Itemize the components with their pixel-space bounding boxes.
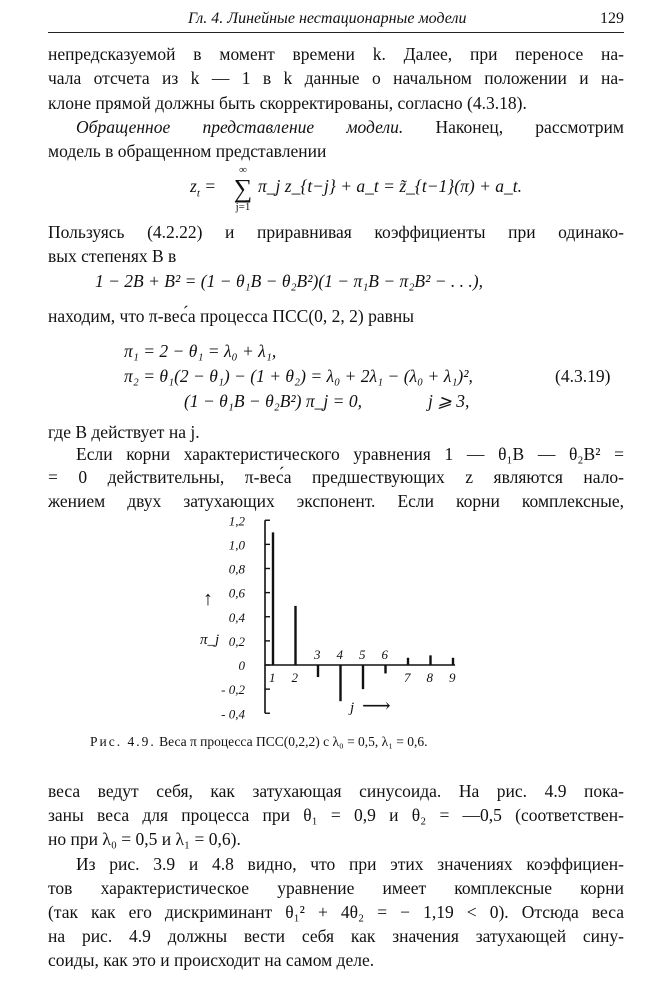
text-line: находим, что π-вес́а процесса ПСС(0, 2, 2) равны [48, 306, 415, 326]
caption-label: Рис. 4.9. [90, 734, 156, 749]
y-tick-label: 0,6 [228, 585, 245, 601]
y-tick-label: 0,8 [228, 561, 245, 577]
text-fragment: Наконец, рассмотрим [435, 117, 624, 137]
caption-text: Веса π процесса ПСС(0,2,2) с λ₀ = 0,5, λ₁ = 0,6. [159, 734, 428, 749]
y-tick-label: 0 [238, 658, 245, 673]
x-tick-label: 1 [269, 670, 276, 685]
text-line: но при λ₀ = 0,5 и λ₁ = 0,6). [48, 829, 241, 849]
x-tick-label: 8 [426, 670, 433, 685]
x-axis-arrow: ⟶ [362, 695, 391, 717]
text-line: жением двух затухающих экспонент. Если корни комплексные, [48, 491, 624, 511]
y-axis-arrow: ↑ [203, 588, 213, 610]
text-line: клоне прямой должны быть скорректированы, согласно (4.3.18). [48, 93, 527, 113]
text-line: (так как его дискриминант θ₁² + 4θ₂ = − 1,19 < 0). Отсюда веса [48, 902, 624, 922]
sum-symbol: ∞ ∑ j=1 [233, 164, 253, 213]
x-tick-label: 7 [404, 670, 411, 685]
y-tick-label: 0,2 [228, 633, 245, 649]
x-tick-label: 6 [381, 647, 388, 662]
equation-number: (4.3.19) [555, 366, 611, 386]
x-tick-label: 2 [291, 670, 298, 685]
y-axis-label: π_j [200, 632, 220, 648]
text-line: чала отсчета из k — 1 в k данные о начальном положении и на- [48, 68, 624, 88]
x-tick-label: 9 [449, 670, 456, 685]
figure-caption [90, 734, 428, 750]
y-tick-label: 1,2 [228, 513, 245, 529]
text-line: на рис. 4.9 должны вести себя как значения затухающей сину- [48, 926, 624, 946]
y-tick-label: - 0,4 [221, 706, 245, 722]
x-tick-label: 4 [336, 647, 343, 662]
equation-lhs: $z_t$ = [190, 176, 217, 200]
equation: π₁ = 2 − θ₁ = λ₀ + λ₁, [124, 341, 277, 361]
equation: (1 − θ₁B − θ₂B²) π_j = 0, [184, 391, 362, 411]
text-line: Если корни характеристического уравнения 1 — θ₁B — θ₂B² = [76, 444, 624, 464]
y-tick-label: - 0,2 [221, 682, 245, 698]
text-line: веса ведут себя, как затухающая синусоида. На рис. 4.9 пока- [48, 781, 624, 801]
equation: 1 − 2B + B² = (1 − θ₁B − θ₂B²)(1 − π₁B − π₂B² − . . .), [95, 271, 483, 291]
text-line: вых степенях B в [48, 246, 177, 266]
x-axis-label: j [350, 700, 355, 716]
text-line: тов характеристическое уравнение имеет комплексные корни [48, 878, 624, 898]
equation-rhs: π_j z_{t−j} + a_t = z̃_{t−1}(π) + a_t. [258, 176, 523, 196]
x-tick-label: 5 [359, 647, 366, 662]
header-title: Гл. 4. Линейные нестационарные модели [188, 10, 467, 27]
page-number: 129 [600, 10, 624, 27]
equation-condition: j ⩾ 3, [428, 391, 470, 411]
text-line: = 0 действительны, π-вес́а предшествующих z являются нало- [48, 467, 624, 487]
text-line: Из рис. 3.9 и 4.8 видно, что при этих значениях коэффициен- [76, 854, 624, 874]
text-line: соиды, как это и происходит на самом деле. [48, 950, 375, 970]
text-line: Пользуясь (4.2.22) и приравнивая коэффициенты при одинако- [48, 222, 624, 242]
text-line: где B действует на j. [48, 422, 200, 442]
x-tick-label: 3 [314, 647, 321, 662]
y-tick-label: 1,0 [228, 537, 245, 553]
text-line: заны веса для процесса при θ₁ = 0,9 и θ₂ = —0,5 (соответствен- [48, 805, 624, 825]
y-tick-label: 0,4 [228, 609, 245, 625]
text-line: модель в обращенном представлении [48, 141, 327, 161]
text-line: непредсказуемой в момент времени k. Далее, при переносе на- [48, 44, 624, 64]
section-heading: Обращенное представление модели. [76, 117, 404, 137]
equation: π₂ = θ₁(2 − θ₁) − (1 + θ₂) = λ₀ + 2λ₁ − (λ₀ + λ₁)², [124, 366, 473, 386]
